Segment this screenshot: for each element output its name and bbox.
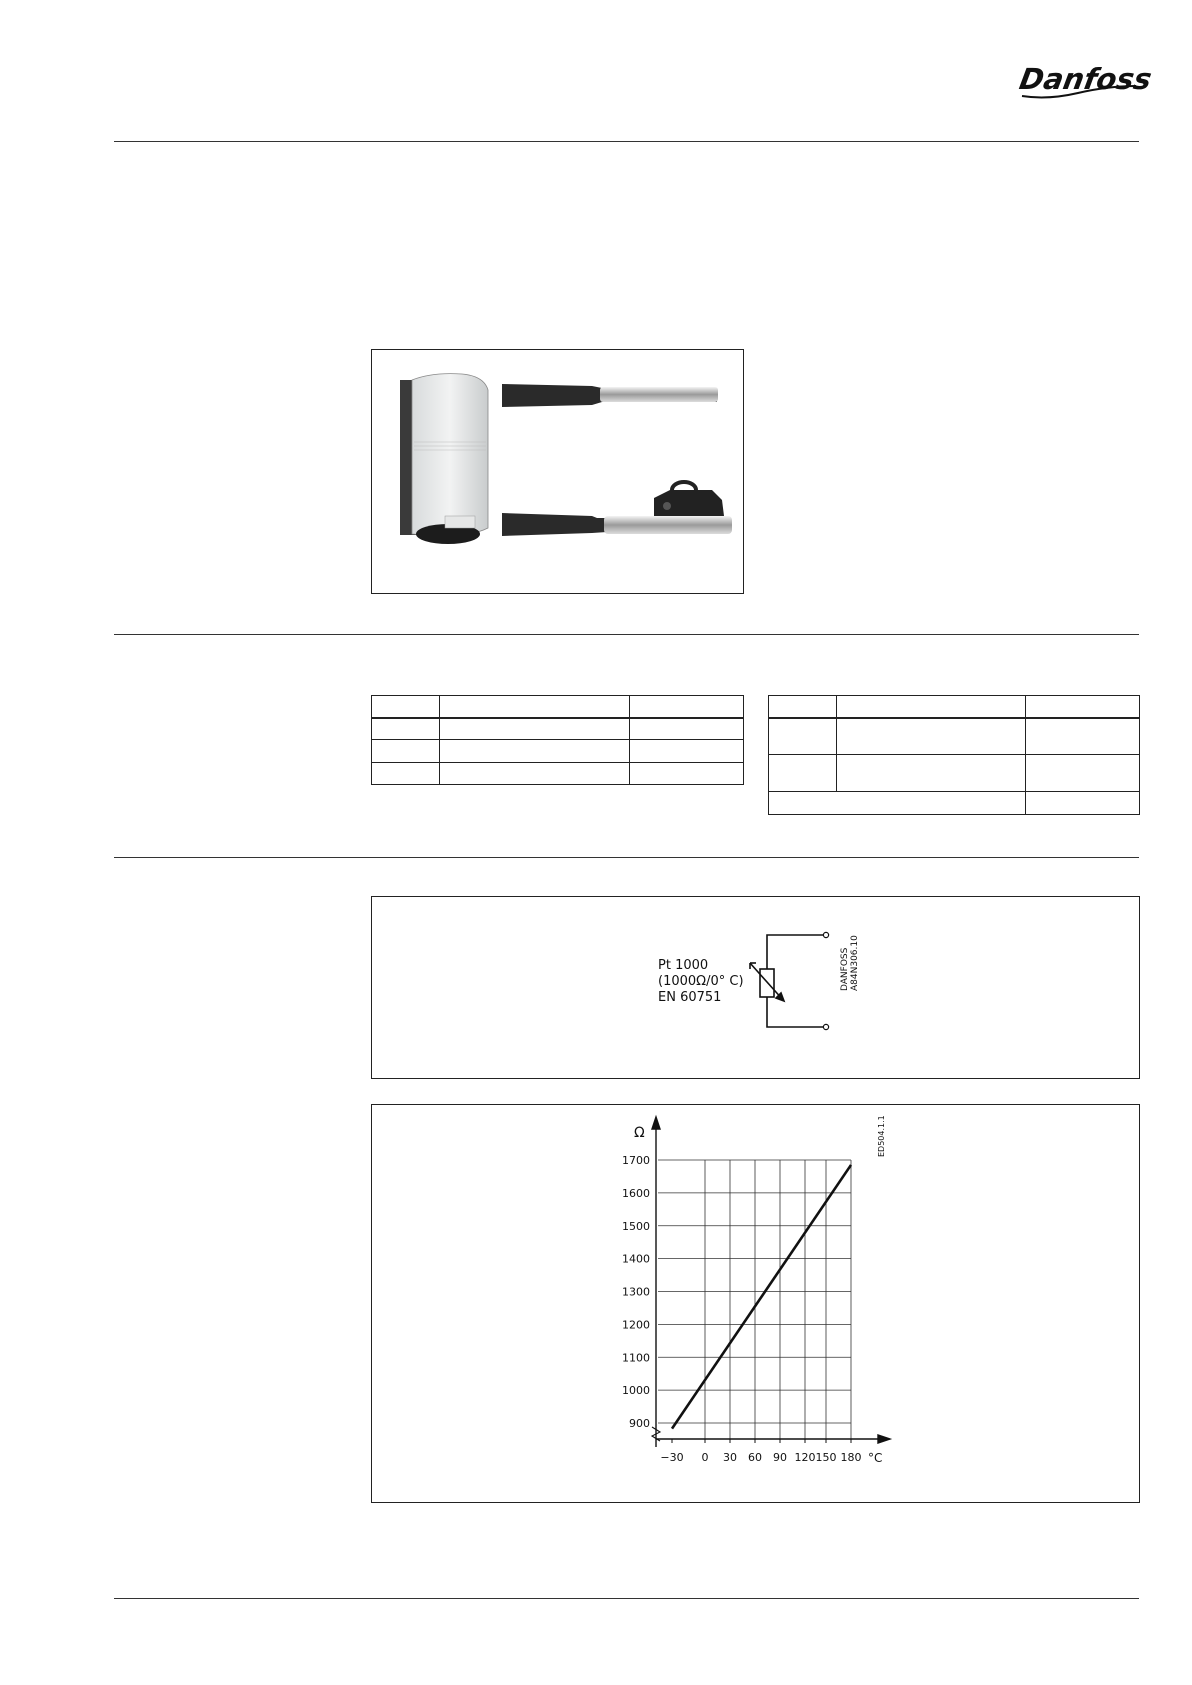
y-axis-unit: Ω [634,1125,645,1141]
x-tick-label: 180 [840,1451,862,1464]
table-header-cell [372,696,440,718]
resistance-curve [672,1165,851,1429]
wiring-schematic-frame [371,896,1140,1079]
x-tick-label: 120 [794,1451,816,1464]
specification-table-right [768,695,1140,815]
table-row [372,763,744,785]
table-header-cell [630,696,744,718]
y-tick-label: 1200 [622,1318,650,1332]
resistance-temperature-chart [372,1105,1139,1502]
x-tick-label: 0 [701,1451,709,1464]
schematic-standard-label: EN 60751 [658,990,722,1005]
table-row [372,740,744,763]
y-tick-label: 900 [629,1417,650,1430]
danfoss-logo-text: Danfoss [1016,62,1155,96]
room-sensor-housing [400,374,488,544]
x-tick-label: 150 [815,1451,837,1464]
x-tick-label: 60 [748,1451,762,1464]
danfoss-logo [1016,56,1155,100]
drawing-ref-line1: DANFOSS [840,947,850,991]
table-header-cell [836,696,1025,718]
y-tick-label: 1000 [622,1384,650,1398]
terminal-top [823,932,828,937]
x-tick-label: −30 [660,1451,684,1464]
y-tick-label: 1600 [622,1186,650,1200]
x-tick-label: 30 [723,1451,737,1464]
x-axis-arrow [878,1435,890,1443]
table-row [372,718,744,740]
terminal-bottom [823,1024,828,1029]
wiring-schematic [372,897,1139,1078]
table-header-cell [1026,696,1140,718]
schematic-element-label: Pt 1000 [658,958,709,973]
y-tick-label: 1500 [622,1219,650,1233]
section-rule-2 [114,857,1139,858]
table-header-cell [769,696,837,718]
x-tick-label: 90 [773,1451,787,1464]
y-tick-label: 1100 [622,1351,650,1365]
table-header-cell [439,696,629,718]
y-tick-label: 1400 [622,1252,650,1266]
chart-drawing-ref: ED504.1.1 [877,1115,886,1157]
table-row [769,755,1140,792]
footer-rule [114,1598,1139,1599]
y-tick-label: 1300 [622,1285,650,1299]
product-photo-frame [371,349,744,594]
x-axis-unit: °C [868,1451,883,1465]
drawing-ref-line2: A84N306.10 [850,935,860,991]
y-tick-label: 1700 [622,1154,650,1167]
y-axis-arrow [652,1117,660,1129]
pt1000-resistor-symbol [750,935,823,1027]
schematic-resistance-label: (1000Ω/0° C) [658,974,744,989]
product-photo [372,350,743,593]
table-row [769,718,1140,755]
section-rule-1 [114,634,1139,635]
characteristic-chart-frame [371,1104,1140,1503]
table-row [769,792,1140,815]
specification-table-left [371,695,744,785]
header-rule [114,141,1139,142]
immersion-sensor-probe [502,384,718,407]
surface-sensor-probe [502,482,732,536]
